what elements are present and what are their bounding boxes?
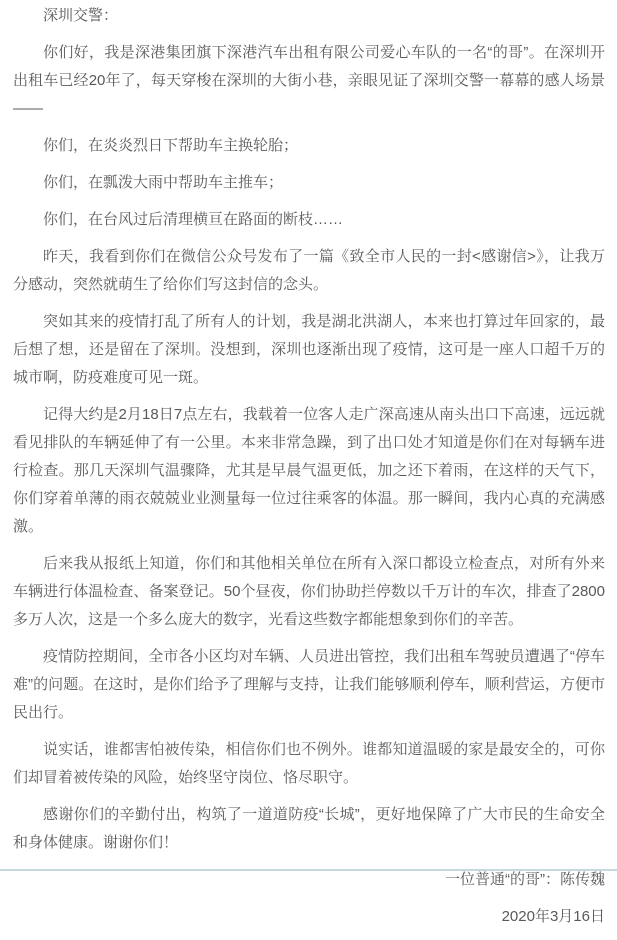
letter-paragraph: 记得大约是2月18日7点左右，我载着一位客人走广深高速从南头出口下高速，远远就看见排队的车辆延伸了有一公里。本来非常急躁，到了出口处才知道是你们在对每辆车进行检查。那几天深圳气温骤降，尤其是早晨气温更低，加之还下着雨，在这样的天气下，你们穿着单薄的雨衣兢兢业业测量每一位过往乘客的体温。那一瞬间，我内心真的充满感激。 (13, 406, 605, 535)
letter-date: 2020年3月16日 (501, 908, 605, 925)
letter-paragraph: 你们，在台风过后清理横亘在路面的断枝…… (43, 211, 344, 228)
bottom-divider (0, 869, 617, 871)
letter-paragraph: 你们，在瓢泼大雨中帮助车主推车； (43, 174, 284, 191)
letter-paragraph: 说实话，谁都害怕被传染，相信你们也不例外。谁都知道温暖的家是最安全的，可你们却冒着被传染的风险，始终坚守岗位、恪尽职守。 (13, 741, 605, 786)
letter-paragraph: 你们，在炎炎烈日下帮助车主换轮胎； (43, 137, 299, 154)
letter-salutation: 深圳交警： (43, 7, 119, 24)
letter-paragraph: 感谢你们的辛勤付出，构筑了一道道防疫“长城”，更好地保障了广大市民的生命安全和身体健康。谢谢你们！ (13, 806, 605, 851)
thank-you-letter (13, 2, 605, 940)
letter-paragraph: 突如其来的疫情打乱了所有人的计划，我是湖北洪湖人，本来也打算过年回家的，最后想了想，还是留在了深圳。没想到，深圳也逐渐出现了疫情，这可是一座人口超千万的城市啊，防疫难度可见一斑。 (13, 313, 605, 386)
letter-paragraph: 疫情防控期间，全市各小区均对车辆、人员进出管控，我们出租车驾驶员遭遇了“停车难”的问题。在这时，是你们给予了理解与支持，让我们能够顺利停车，顺利营运，方便市民出行。 (13, 648, 605, 721)
letter-paragraph: 昨天，我看到你们在微信公众号发布了一篇《致全市人民的一封<感谢信>》，让我万分感动，突然就萌生了给你们写这封信的念头。 (13, 248, 605, 293)
letter-paragraph: 后来我从报纸上知道，你们和其他相关单位在所有入深口都设立检查点，对所有外来车辆进行体温检查、备案登记。50个昼夜，你们协助拦停数以千万计的车次，排查了2800多万人次，这是一个多么庞大的数字，光看这些数字都能想象到你们的辛苦。 (13, 555, 605, 628)
letter-signature: 一位普通“的哥”：陈传魏 (445, 871, 605, 888)
letter-paragraph: 你们好，我是深港集团旗下深港汽车出租有限公司爱心车队的一名“的哥”。在深圳开出租车已经20年了，每天穿梭在深圳的大街小巷，亲眼见证了深圳交警一幕幕的感人场景—— (13, 44, 605, 117)
